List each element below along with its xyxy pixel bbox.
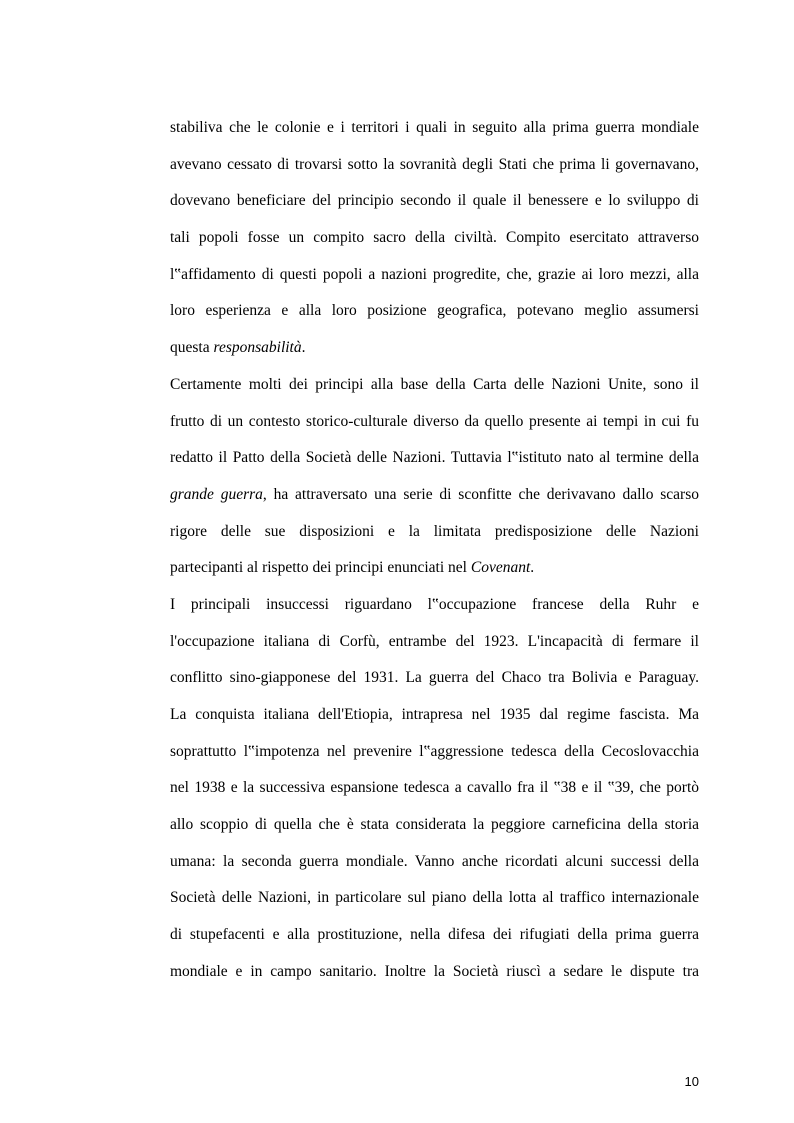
text-run: tali popoli fosse un compito sacro della civiltà. Compito esercitato attraverso <box>170 229 699 247</box>
text-run: allo scoppio di quella che è stata considerata la peggiore carneficina della storia <box>170 816 699 834</box>
text-line <box>170 550 699 587</box>
text-line <box>170 587 699 624</box>
text-line <box>170 954 699 991</box>
body-text <box>170 110 699 991</box>
text-run: soprattutto l‟impotenza nel prevenire l‟aggressione tedesca della Cecoslovacchia <box>170 742 699 760</box>
italic-text: grande guerra <box>170 485 263 503</box>
text-line <box>170 183 699 220</box>
text-run: frutto di un contesto storico-culturale diverso da quello presente ai tempi in cui fu <box>170 412 699 430</box>
text-run: nel 1938 e la successiva espansione tedesca a cavallo fra il ‟38 e il ‟39, che portò <box>170 779 699 797</box>
text-line <box>170 330 699 367</box>
paragraph <box>170 587 699 991</box>
text-run: avevano cessato di trovarsi sotto la sovranità degli Stati che prima li governavano, <box>170 155 699 173</box>
text-line <box>170 660 699 697</box>
text-line <box>170 220 699 257</box>
text-line <box>170 697 699 734</box>
text-line <box>170 440 699 477</box>
text-line <box>170 293 699 330</box>
text-run: Società delle Nazioni, in particolare sul piano della lotta al traffico internazionale <box>170 889 699 907</box>
text-line <box>170 880 699 917</box>
text-run: l‟affidamento di questi popoli a nazioni progredite, che, grazie ai loro mezzi, alla <box>170 265 699 283</box>
text-run: redatto il Patto della Società delle Nazioni. Tuttavia l‟istituto nato al termine della <box>170 449 699 467</box>
text-line <box>170 734 699 771</box>
text-line <box>170 404 699 441</box>
text-line <box>170 770 699 807</box>
text-run: I principali insuccessi riguardano l‟occupazione francese della Ruhr e <box>170 595 699 613</box>
text-run: . <box>301 339 306 357</box>
text-run: di stupefacenti e alla prostituzione, nella difesa dei rifugiati della prima guerra <box>170 926 699 944</box>
text-line <box>170 477 699 514</box>
text-run: Certamente molti dei principi alla base della Carta delle Nazioni Unite, sono il <box>170 375 699 393</box>
paragraph <box>170 110 699 367</box>
text-line <box>170 110 699 147</box>
text-line <box>170 367 699 404</box>
text-line <box>170 514 699 551</box>
page-number: 10 <box>684 1074 699 1089</box>
text-run: mondiale e in campo sanitario. Inoltre la Società riuscì a sedare le dispute tra <box>170 962 699 980</box>
text-run: umana: la seconda guerra mondiale. Vanno anche ricordati alcuni successi della <box>170 852 699 870</box>
text-line <box>170 624 699 661</box>
text-run: stabiliva che le colonie e i territori i quali in seguito alla prima guerra mondiale <box>170 119 699 136</box>
text-run: partecipanti al rispetto dei principi enunciati nel <box>170 559 471 577</box>
text-run: questa <box>170 339 214 357</box>
paragraph <box>170 367 699 587</box>
text-run: l'occupazione italiana di Corfù, entrambe del 1923. L'incapacità di fermare il <box>170 632 699 650</box>
text-run: rigore delle sue disposizioni e la limitata predisposizione delle Nazioni <box>170 522 699 540</box>
text-run: La conquista italiana dell'Etiopia, intrapresa nel 1935 dal regime fascista. Ma <box>170 706 699 723</box>
text-run: . <box>530 559 535 577</box>
text-line <box>170 917 699 954</box>
text-line <box>170 147 699 184</box>
text-run: dovevano beneficiare del principio secondo il quale il benessere e lo sviluppo di <box>170 192 699 210</box>
text-line <box>170 257 699 294</box>
italic-text: responsabilità <box>213 339 302 357</box>
text-run: conflitto sino-giapponese del 1931. La guerra del Chaco tra Bolivia e Paraguay. <box>170 669 699 687</box>
text-line <box>170 807 699 844</box>
text-run: , ha attraversato una serie di sconfitte che derivavano dallo scarso <box>262 485 699 503</box>
text-line <box>170 844 699 881</box>
text-run: loro esperienza e alla loro posizione geografica, potevano meglio assumersi <box>170 302 699 320</box>
italic-text: Covenant <box>470 559 531 577</box>
